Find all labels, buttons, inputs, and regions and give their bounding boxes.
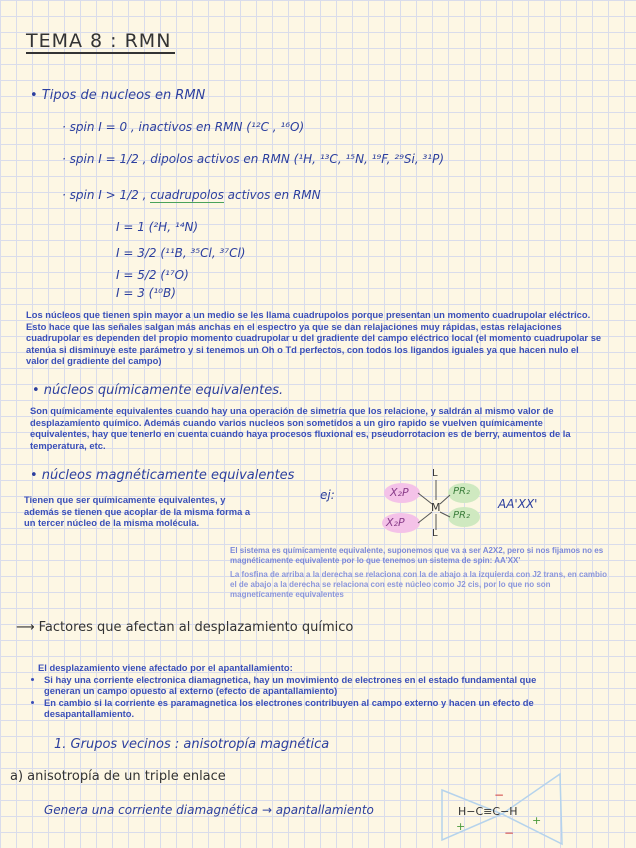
spin-half-line: · spin I = 1/2 , dipolos activos en RMN (¹H, ¹³C, ¹⁵N, ¹⁹F, ²⁹Si, ³¹P) <box>62 152 445 166</box>
plus-left: + <box>456 820 466 833</box>
genera-corriente-line: Genera una corriente diamagnética → apantallamiento <box>44 803 374 817</box>
page-title: TEMA 8 : RMN <box>26 30 175 54</box>
spin-3-examples: I = 3 (¹⁰B) <box>116 286 176 300</box>
minus-top: − <box>494 788 505 802</box>
ligand-L-top: L <box>432 468 438 479</box>
arrow-right-icon: ⟶ <box>16 620 35 635</box>
spin-greater-line <box>62 188 321 202</box>
metal-M: M <box>431 501 441 514</box>
apantallamiento-intro: El desplazamiento viene afectado por el apantallamiento: <box>38 662 293 673</box>
spin-zero-line: · spin I = 0 , inactivos en RMN (¹²C , ¹⁶O) <box>62 120 305 134</box>
spin-system-note: El sistema es químicamente equivalente, suponemos que va a ser A2X2, pero si nos fijamos no es magnéticamente equivalente por lo que tenemos un sistema de spin: AA'XX' <box>230 546 604 565</box>
triple-enlace-heading: a) anisotropía de un triple enlace <box>10 769 226 784</box>
alkyne-formula: H−C≡C−H <box>458 805 518 818</box>
phosphine-x2p-top: X₂P <box>390 486 409 499</box>
spin-5-2-examples: I = 5/2 (¹⁷O) <box>116 268 189 282</box>
section-heading-factores <box>16 620 353 635</box>
factores-text: Factores que afectan al desplazamiento químico <box>38 620 354 635</box>
phosphine-pr2-bottom: PR₂ <box>453 510 470 521</box>
spin-3-2-examples: I = 3/2 (¹¹B, ³⁵Cl, ³⁷Cl) <box>116 246 246 260</box>
ligand-L-bottom: L <box>432 528 438 539</box>
section-heading-quimicamente: • núcleos químicamente equivalentes. <box>32 383 284 398</box>
example-label: ej: <box>320 488 335 502</box>
list-item: • En cambio si la corriente es paramagnetica los electrones contribuyen al campo externo y hacen un efecto de desapantallamiento. <box>44 697 570 720</box>
grupos-vecinos-heading: 1. Grupos vecinos : anisotropía magnética <box>54 737 330 752</box>
magneticamente-paragraph: Tienen que ser químicamente equivalentes, y además se tienen que acoplar de la misma forma a un tercer núcleo de la misma molécula. <box>24 494 251 529</box>
section-heading-nucleos: • Tipos de nucleos en RMN <box>30 88 206 103</box>
cuadrupolos-paragraph: Los núcleos que tienen spin mayor a un medio se les llama cuadrupolos porque presentan un momento cuadrupolar eléctrico. Esto hace que las señales salgan más anchas en el espectro ya que se dan relajaciones muy rápidas, estas relajaciones cuadrupolar es dependen del propio momento cuadrupolar u del gradiente del campo eléctrico local (el momento cuadrupolar se atenúa si disminuye este parámetro y si tenemos un Oh o Td perfectos, con todos los ligandos iguales ya que hacen nulo el valor del gradiente del campo) <box>26 309 602 367</box>
fosfina-note: La fosfina de arriba a la derecha se relaciona con la de abajo a la izquierda con J2 trans, en cambio el de abajo a la derecha se relaciona con este núcleo como J2 cis, por lo que no son magnetícamente equivalentes <box>230 570 608 599</box>
list-item: • Si hay una corriente electronica diamagnetica, hay un movimiento de electrones en el estado fundamental que generan un campo opuesto al externo (efecto de apantallamiento) <box>44 674 570 697</box>
apantallamiento-block <box>30 662 570 720</box>
spin-1-examples: I = 1 (²H, ¹⁴N) <box>116 220 199 234</box>
section-heading-magneticamente: • núcleos magnéticamente equivalentes <box>30 468 295 483</box>
quimicamente-paragraph: Son químicamente equivalentes cuando hay una operación de simetría que los relacione, y saldrán al mismo valor de desplazamiento químico. Además cuando varios nucleos son sometidos a un giro rapido se vuelven químicamente equivalentes, hay que tenerlo en cuenta cuando haya procesos fluxional es, pseudorrotacion es de berry, aumentos de la temperatura, etc. <box>30 405 571 451</box>
apantallamiento-list <box>30 674 570 720</box>
spin-greater-suffix: activos en RMN <box>223 188 321 202</box>
cuadrupolos-underlined: cuadrupolos <box>150 188 224 202</box>
minus-bottom: − <box>504 826 515 840</box>
phosphine-pr2-top: PR₂ <box>453 486 470 497</box>
phosphine-x2p-bottom: X₂P <box>386 516 405 529</box>
spin-greater-prefix: · spin I > 1/2 , <box>62 188 151 202</box>
spin-system-label: AA'XX' <box>498 497 538 511</box>
plus-right: + <box>532 814 542 827</box>
